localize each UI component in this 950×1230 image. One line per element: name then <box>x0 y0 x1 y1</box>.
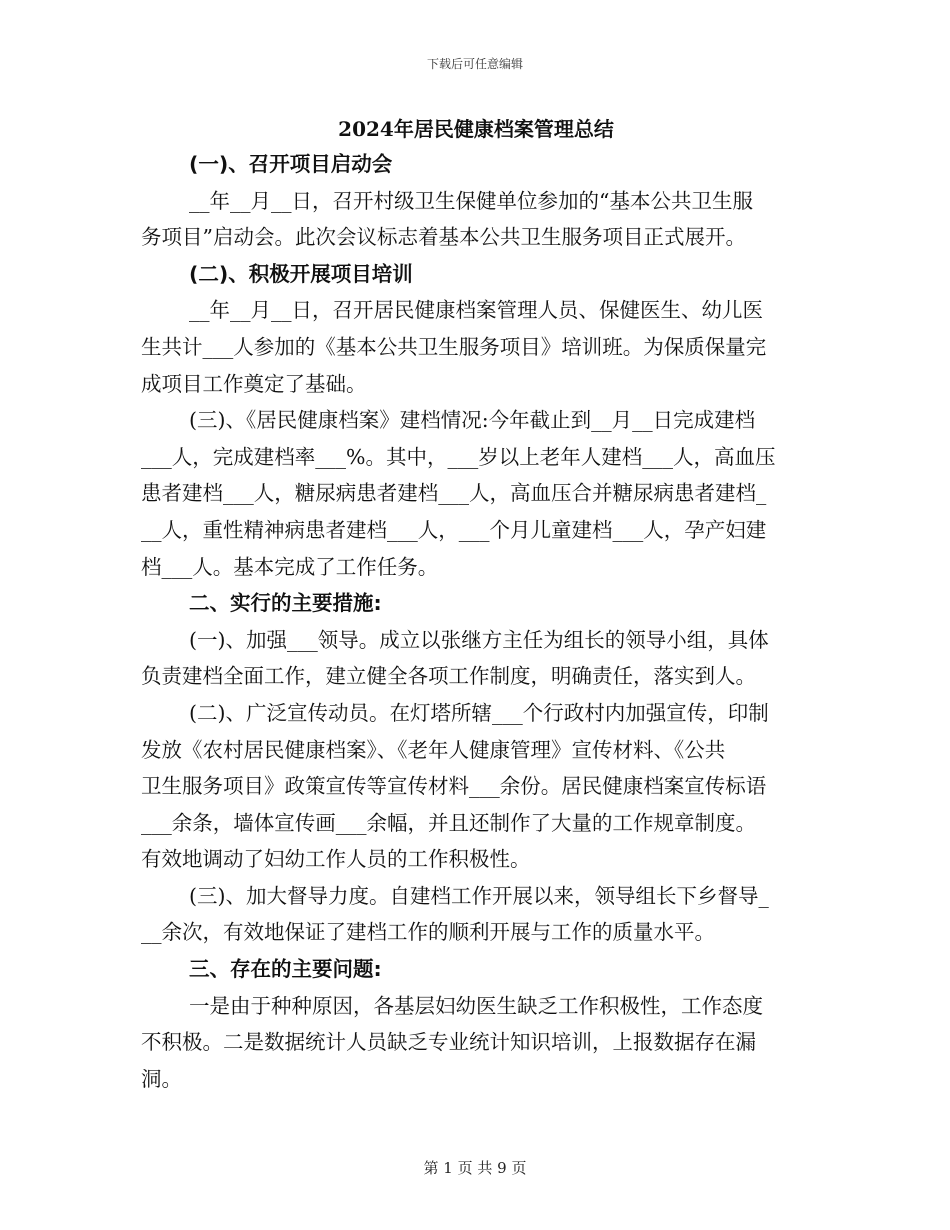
section-heading: (一)、召开项目启动会 <box>189 152 393 176</box>
body-text-line: 不积极。二是数据统计人员缺乏专业统计知识培训，上报数据存在漏 <box>141 1030 756 1055</box>
section-heading: 二、实行的主要措施: <box>189 591 382 616</box>
body-text-line: 卫生服务项目》政策宣传等宣传材料___余份。居民健康档案宣传标语 <box>141 774 767 799</box>
body-text-line: ___人，完成建档率___%。其中，___岁以上老年人建档___人，高血压 <box>141 444 776 469</box>
body-text-line: (一)、加强___领导。成立以张继方主任为组长的领导小组，具体 <box>189 627 769 652</box>
body-text-line: __余次，有效地保证了建档工作的顺利开展与工作的质量水平。 <box>141 920 715 945</box>
body-text-line: 务项目”启动会。此次会议标志着基本公共卫生服务项目正式展开。 <box>141 225 746 250</box>
header-note: 下载后可任意编辑 <box>426 57 523 71</box>
body-text-line: 生共计___人参加的《基本公共卫生服务项目》培训班。为保质保量完 <box>141 334 767 359</box>
document-title: 2024年居民健康档案管理总结 <box>338 117 614 141</box>
body-text-line: 发放《农村居民健康档案》、《老年人健康管理》宣传材料、《公共 <box>141 737 726 762</box>
body-text-line: 负责建档全面工作，建立健全各项工作制度，明确责任，落实到人。 <box>141 664 756 689</box>
body-text-line: 患者建档___人，糖尿病患者建档___人，高血压合并糖尿病患者建档_ <box>141 481 767 506</box>
page-number: 第 1 页 共 9 页 <box>423 1159 527 1177</box>
body-text-line: 成项目工作奠定了基础。 <box>141 371 367 396</box>
body-text-line: 洞。 <box>141 1066 182 1091</box>
body-text-line: 档___人。基本完成了工作任务。 <box>141 554 439 579</box>
body-text-line: (二)、广泛宣传动员。在灯塔所辖___个行政村内加强宣传，印制 <box>189 700 769 725</box>
document-body <box>141 112 811 1097</box>
body-text-line: 一是由于种种原因，各基层妇幼医生缺乏工作积极性，工作态度 <box>189 993 763 1018</box>
section-heading: (二)、积极开展项目培训 <box>189 261 413 286</box>
body-text-line: (三)、加大督导力度。自建档工作开展以来，领导组长下乡督导_ <box>189 883 769 908</box>
body-text-line: 有效地调动了妇幼工作人员的工作积极性。 <box>141 847 531 872</box>
body-text-line: __年__月__日，召开居民健康档案管理人员、保健医生、幼儿医 <box>189 298 763 323</box>
body-text-line: __年__月__日，召开村级卫生保健单位参加的“基本公共卫生服 <box>189 188 753 213</box>
section-heading: 三、存在的主要问题: <box>189 957 382 982</box>
body-text-line: __人，重性精神病患者建档___人，___个月儿童建档___人，孕产妇建 <box>141 517 767 542</box>
document-lines <box>141 146 811 1097</box>
body-text-line: ___余条，墙体宣传画___余幅，并且还制作了大量的工作规章制度。 <box>141 810 756 835</box>
body-text-line: (三)、《居民健康档案》建档情况:今年截止到__月__日完成建档 <box>189 408 756 433</box>
